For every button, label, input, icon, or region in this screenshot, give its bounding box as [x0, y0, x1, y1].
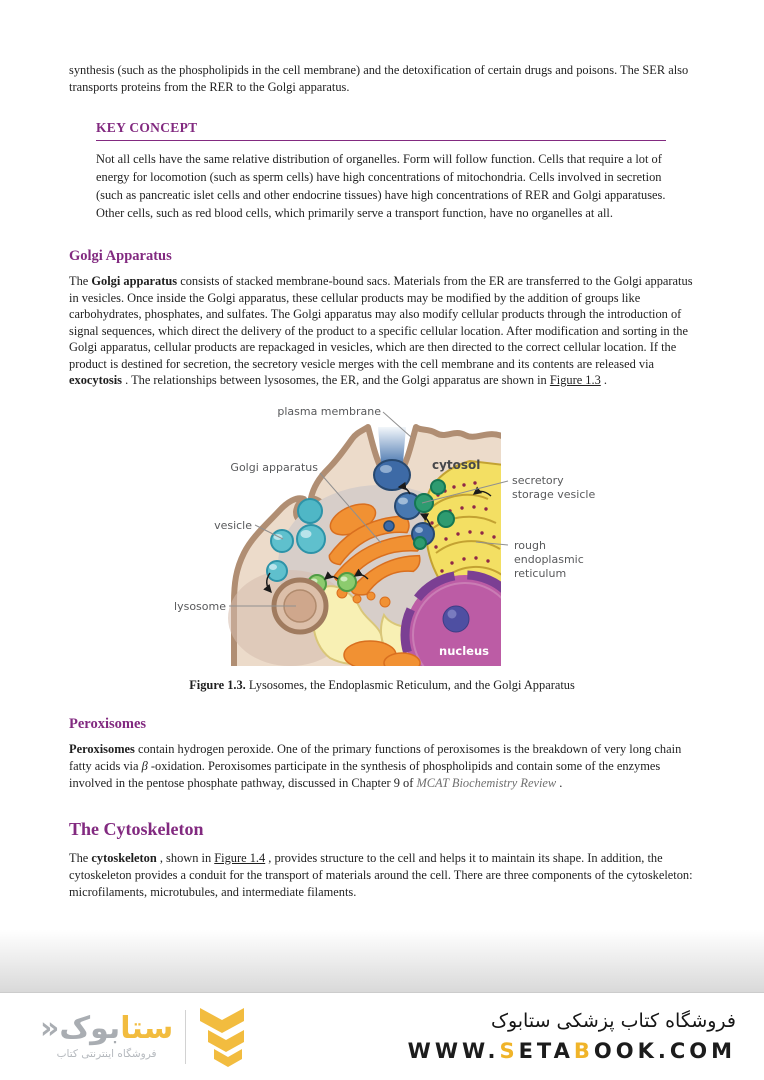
footer-store-info	[408, 1010, 736, 1063]
wordmark-main: ستا	[120, 1010, 174, 1046]
cytoskeleton-paragraph: The cytoskeleton , shown in Figure 1.4 , provides structure to the cell and helps it to maintain its shape. In addition, the cytoskeleton provides a conduit for the transport of materials around the cell. There are three components of the cytoskeleton: microfilaments, microtubules, and intermediate filaments.	[69, 850, 693, 899]
figure-1-4-link[interactable]: Figure 1.4	[214, 850, 266, 865]
lysosome-label: lysosome	[174, 599, 226, 613]
page-bottom-shadow	[0, 930, 764, 993]
figure-1-3-caption: Figure 1.3. Lysosomes, the Endoplasmic Reticulum, and the Golgi Apparatus	[189, 677, 575, 692]
peroxisomes-paragraph: Peroxisomes contain hydrogen peroxide. One of the primary functions of peroxisomes is the breakdown of very long chain fatty acids via β -oxidation. Peroxisomes participate in the synthesis of phospholipids and contain some of the enzymes involved in the pentose phosphate pathway, discussed in Chapter 9 of MCAT Biochemistry Review .	[69, 741, 682, 790]
setabook-footer	[0, 993, 764, 1080]
plasma-membrane-label: plasma membrane	[277, 404, 381, 418]
golgi-lower-2	[384, 653, 420, 668]
rough-er-label-3: reticulum	[514, 566, 567, 580]
figure-1-3	[170, 403, 600, 668]
secretory-vesicle-label-2: storage vesicle	[512, 487, 596, 501]
logo-divider	[185, 1010, 186, 1064]
chevron-logo-icon	[198, 1005, 244, 1069]
cytosol-label: cytosol	[432, 457, 481, 472]
nucleus-label: nucleus	[439, 643, 489, 658]
rough-er-label-2: endoplasmic	[514, 552, 584, 566]
store-url[interactable]: WWW.SETABOOK.COM	[407, 1039, 736, 1063]
cell-diagram	[170, 403, 600, 668]
golgi-apparatus-paragraph: The Golgi apparatus consists of stacked membrane-bound sacs. Materials from the ER are transferred to the Golgi apparatus in vesicles. Once inside the Golgi apparatus, these cellular products may be modified by the addition of groups like carbohydrates, phosphates, and sulfates. The Golgi apparatus may also modify cellular products through the introduction of signal sequences, which direct the delivery of the product to a specific cellular location. After modification and sorting in the Golgi apparatus, cellular products are repackaged in vesicles, which are then directed to the correct cellular location. If the product is destined for secretion, the secretory vesicle merges with the cell membrane and its contents are released via exocytosis . The relationships between lysosomes, the ER, and the Golgi apparatus are shown in Figure 1.3 .	[69, 274, 693, 387]
exocytosis-channel	[378, 427, 406, 463]
setabook-logo[interactable]	[40, 1005, 244, 1069]
peroxisomes-heading: Peroxisomes	[69, 715, 147, 732]
setabook-wordmark	[40, 1010, 174, 1061]
fusing-vesicle	[374, 460, 410, 490]
figure-1-3-link[interactable]: Figure 1.3	[549, 373, 601, 387]
logo-subtitle: فروشگاه اینترنتی کتاب	[56, 1048, 157, 1061]
store-title: فروشگاه کتاب پزشکی ستابوک	[490, 1010, 736, 1032]
vesicle-label: vesicle	[214, 518, 252, 532]
paragraph-ser: synthesis (such as the phospholipids in the cell membrane) and the detoxification of certain drugs and poisons. The SER also transports proteins from the RER to the Golgi apparatus.	[69, 63, 689, 94]
key-concept-heading: KEY CONCEPT	[96, 120, 666, 141]
rough-er-label-1: rough	[514, 538, 546, 552]
secretory-vesicle-label-1: secretory	[512, 473, 564, 487]
nucleolus	[443, 606, 469, 632]
wordmark-secondary: بوک	[59, 1010, 121, 1046]
key-concept-box	[96, 120, 666, 222]
key-concept-body: Not all cells have the same relative distribution of organelles. Form will follow function. Cells that require a lot of energy for locomotion (such as sperm cells) have high concentrations of mitochondria. Cells involved in secretion (such as pancreatic islet cells and other endocrine tissues) have high concentrations of RER and Golgi apparatuses. Other cells, such as red blood cells, which primarily serve a transport function, have no organelles at all.	[96, 152, 666, 220]
wordmark-guillemet: «	[40, 1010, 60, 1046]
golgi-apparatus-label: Golgi apparatus	[230, 460, 318, 474]
golgi-apparatus-heading: Golgi Apparatus	[69, 248, 172, 264]
cytoskeleton-heading: The Cytoskeleton	[69, 818, 204, 839]
